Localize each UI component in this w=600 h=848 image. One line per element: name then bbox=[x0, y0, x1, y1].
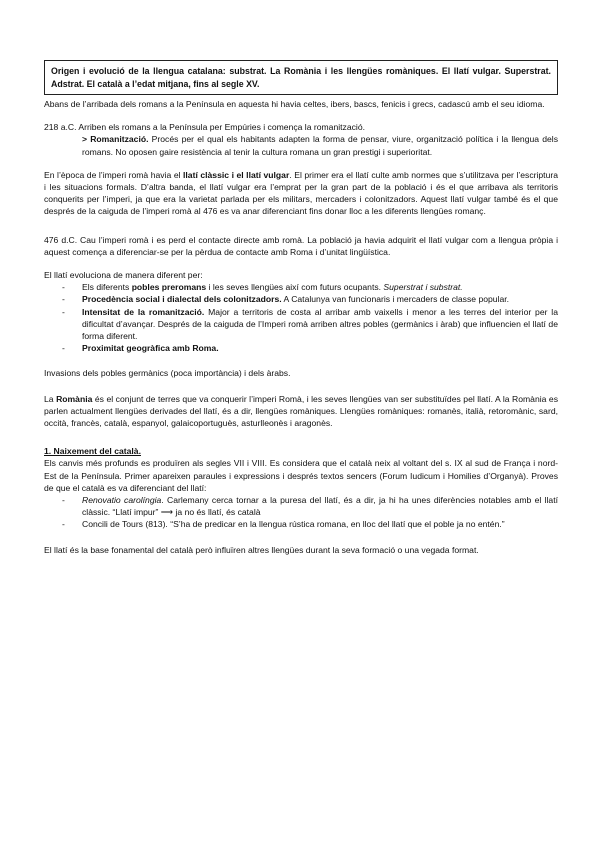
intro-paragraph: Abans de l’arribada dels romans a la Península en aquesta hi havia celtes, ibers, bascs, fenicis i grecs, cadascú amb el seu idioma. bbox=[44, 99, 545, 109]
item-text: i les seves llengües així com futurs ocupants. bbox=[206, 282, 384, 293]
imperi-paragraph bbox=[44, 169, 558, 218]
list-item bbox=[44, 293, 558, 305]
item-italic: Renovatio carolíngia bbox=[82, 495, 162, 506]
romanitzacio-text: Procés per el qual els habitants adapten la forma de pensar, viure, organització política i la llengua dels romans. No oposen gaire resistència al tenir la cultura romana un gran prestigi i superioritat. bbox=[82, 134, 558, 157]
section-1-heading: 1. Naixement del català. bbox=[44, 446, 141, 457]
section-heading bbox=[44, 445, 558, 457]
item-text: A Catalunya van funcionaris i mercaders de classe popular. bbox=[281, 294, 510, 305]
invasions-paragraph: Invasions dels pobles germànics (poca importància) i dels àrabs. bbox=[44, 368, 291, 379]
romanitzacio-term: > Romanització. bbox=[82, 134, 149, 145]
evoluciona-intro: El llatí evoluciona de manera diferent per: bbox=[44, 270, 203, 281]
romania-paragraph bbox=[44, 393, 558, 430]
imperi-text-bold: llatí clàssic i el llatí vulgar bbox=[183, 169, 290, 180]
section-1-text: Els canvis més profunds es produïren als segles VII i VIII. Es considera que el català neix al voltant del s. IX al sud de França i nord-Est de la Península. Primer apareixen paraules i expressions i després textos sencers (Forum Iudicum i Homilies d’Organyà). Proves de que el català es va diferenciant del llatí: bbox=[44, 458, 558, 493]
paragraph-218: 218 a.C. Arriben els romans a la Península per Empúries i comença la romanització. bbox=[44, 122, 365, 133]
item-text: . Carlemany cerca tornar a la puresa del llatí, és a dir, ja hi ha unes diferències notables amb el llatí clàssic. “Llatí impur” ⟶ ja no és llatí, és català bbox=[82, 495, 558, 518]
item-bold: Procedència social i dialectal dels colonitzadors. bbox=[82, 294, 282, 305]
document-title: Origen i evolució de la llengua catalana: substrat. La Romània i les llengües romàniques. El llatí vulgar. Superstrat. Adstrat. El català a l’edat mitjana, fins al segle XV. bbox=[51, 66, 551, 89]
list-item bbox=[44, 494, 558, 518]
evolution-factors-list bbox=[44, 281, 558, 354]
proofs-list bbox=[44, 494, 558, 531]
dash-marker: - bbox=[62, 306, 65, 317]
romania-text-a: La bbox=[44, 393, 57, 404]
romania-term: Romània bbox=[56, 393, 93, 404]
romanitzacio-definition bbox=[44, 133, 558, 157]
list-item bbox=[44, 281, 558, 293]
closing-paragraph: El llatí és la base fonamental del català però influïren altres llengües durant la seva formació o una vegada format. bbox=[44, 544, 479, 555]
list-item bbox=[44, 518, 558, 530]
item-bold: Proximitat geogràfica amb Roma. bbox=[82, 343, 219, 354]
dash-marker: - bbox=[62, 519, 65, 530]
dash-marker: - bbox=[62, 495, 65, 506]
paragraph-476: 476 d.C. Cau l’imperi romà i es perd el contacte directe amb romà. La població ja havia adquirit el llatí vulgar com a llengua pròpia i aquest comença a diferenciar-se per la pèrdua de contacte amb Roma i d’unitat lingüística. bbox=[44, 234, 558, 257]
document-page bbox=[44, 60, 558, 556]
imperi-text-c: . El primer era el llatí culte amb normes que s’utilitzava per l’escriptura i les situacions formals. D’altra banda, el llatí vulgar era l’emprat per la gran part de la població i és el que arribava als territoris conquerits per l’imperi, ja que era la varietat parlada per els militars, mercaders i colonitzadors. Aquest llatí vulgar també és el que després de la caiguda de l’imperi romà al 476 es va anar diferenciant fins donar lloc a les diferents llengües romanç. bbox=[44, 169, 558, 217]
item-text: Concili de Tours (813). “S’ha de predicar en la llengua rústica romana, en lloc del llatí que el poble ja no entén.” bbox=[82, 519, 505, 530]
title-box bbox=[44, 60, 558, 95]
imperi-text-a: En l’època de l’imperi romà havia el bbox=[44, 169, 184, 180]
list-item bbox=[44, 342, 558, 354]
item-italic: Superstrat i substrat. bbox=[383, 282, 463, 293]
dash-marker: - bbox=[62, 343, 65, 354]
item-bold: Intensitat de la romanització. bbox=[82, 306, 205, 317]
item-text: Els diferents bbox=[82, 282, 132, 293]
list-item bbox=[44, 306, 558, 343]
item-bold: pobles preromans bbox=[131, 282, 207, 293]
dash-marker: - bbox=[62, 294, 65, 305]
dash-marker: - bbox=[62, 282, 65, 293]
item-text: Major a territoris de costa al arribar amb vaixells i menor a les terres del interior per la dificultat d’avançar. Després de la caiguda de l’Imperi romà arriben altres pobles (germànics i àrab) que influencien el llatí de forma diferent. bbox=[82, 306, 558, 342]
romania-text-c: és el conjunt de terres que va conquerir l’imperi Romà, i les seves llengües van ser substituïdes pel llatí. A la Romània es parlen actualment llengües derivades del llatí, és a dir, llengües romàniques. Llengües romàniques: romanès, italià, retoromànic, sard, occità, francès, català, espanyol, galaicoportuguès, asturlleonès i aragonès. bbox=[44, 393, 558, 429]
